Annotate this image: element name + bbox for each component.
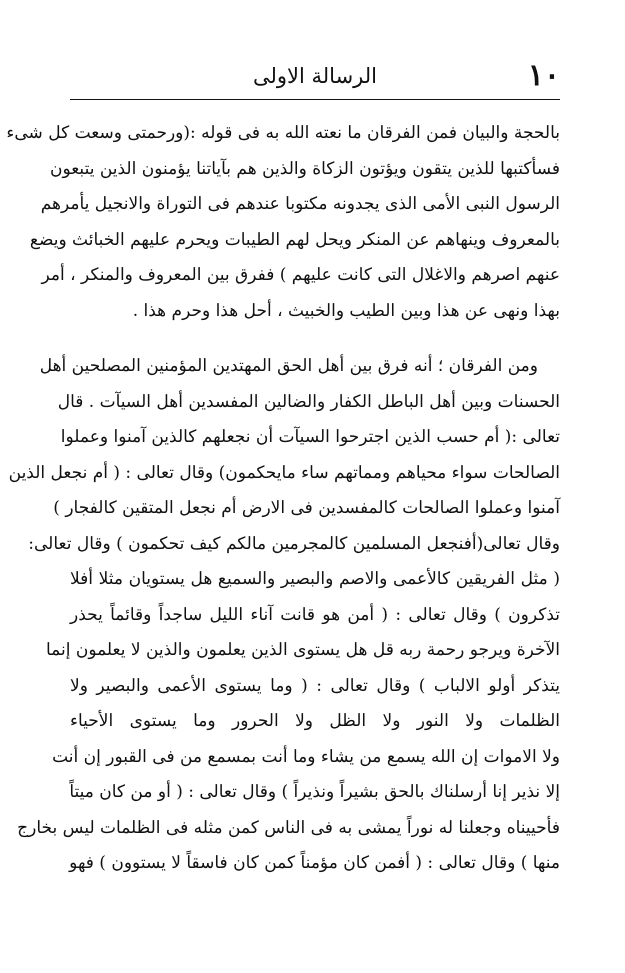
header-rule xyxy=(70,99,560,100)
page-header xyxy=(70,56,560,100)
text-line: بالمعروف وينهاهم عن المنكر ويحل لهم الطيبات ويحرم عليهم الخبائث ويضع xyxy=(29,229,560,250)
page-number: ١٠ xyxy=(527,58,560,93)
text-line: الآخرة ويرجو رحمة ربه قل هل يستوى الذين يعلمون والذين لا يعلمون إنما xyxy=(45,640,560,660)
text-line: ( مثل الفريقين كالأعمى والاصم والبصير والسميع هل يستويان مثلا أفلا xyxy=(70,569,560,589)
paragraph xyxy=(8,349,560,882)
text-line: ولا الاموات إن الله يسمع من يشاء وما أنت بمسمع من فى القبور إن أنت xyxy=(52,746,560,767)
paragraph xyxy=(6,116,560,329)
paragraph-gap xyxy=(70,329,560,349)
text-line: عنهم اصرهم والاغلال التى كانت عليهم ) ففرق بين المعروف والمنكر ، أمر xyxy=(41,265,560,285)
text-line: تذكرون ) وقال تعالى : ( أمن هو قانت آناء الليل ساجداً وقائماً يحذر xyxy=(70,604,560,625)
text-line: بهذا ونهى عن هذا وبين الطيب والخبيث ، أحل هذا وحرم هذا . xyxy=(132,300,560,321)
text-line: الظلمات ولا النور ولا الظل ولا الحرور وما يستوى الأحياء xyxy=(70,711,560,731)
text-line: بالحجة والبيان فمن الفرقان ما نعته الله به فى قوله :(ورحمتى وسعت كل شىء xyxy=(6,123,560,143)
text-line: الصالحات سواء محياهم ومماتهم ساء مايحكمون) وقال تعالى : ( أم نجعل الذين xyxy=(8,462,560,483)
body-text xyxy=(6,116,560,882)
text-line: يتذكر أولو الالباب ) وقال تعالى : ( وما يستوى الأعمى والبصير ولا xyxy=(70,675,560,696)
text-line: فأحييناه وجعلنا له نوراً يمشى به فى الناس كمن مثله فى الظلمات ليس بخارج xyxy=(17,817,560,838)
text-line: ومن الفرقان ؛ أنه فرق بين أهل الحق المهتدين المؤمنين المصلحين أهل xyxy=(39,356,538,376)
text-line: وقال تعالى(أفنجعل المسلمين كالمجرمين مالكم كيف تحكمون ) وقال تعالى: xyxy=(28,533,560,554)
running-title: الرسالة الاولى xyxy=(252,64,377,88)
text-line: تعالى :( أم حسب الذين اجترحوا السيآت أن نجعلهم كالذين آمنوا وعملوا xyxy=(60,427,560,447)
text-line: آمنوا وعملوا الصالحات كالمفسدين فى الارض أم نجعل المتقين كالفجار ) xyxy=(53,498,560,518)
text-line: الحسنات وبين أهل الباطل الكفار والضالين المفسدين أهل السيآت . قال xyxy=(57,391,560,412)
text-line: إلا نذير إنا أرسلناك بالحق بشيراً ونذيراً ) وقال تعالى : ( أو من كان ميتاً xyxy=(69,782,560,802)
text-line: الرسول النبى الأمى الذى يجدونه مكتوبا عندهم فى التوراة والانجيل يأمرهم xyxy=(40,194,560,214)
text-line: منها ) وقال تعالى : ( أفمن كان مؤمناً كمن كان فاسقاً لا يستوون ) فهو xyxy=(69,853,560,873)
text-line: فسأكتبها للذين يتقون ويؤتون الزكاة والذين هم بآياتنا يؤمنون الذين يتبعون xyxy=(49,158,560,179)
